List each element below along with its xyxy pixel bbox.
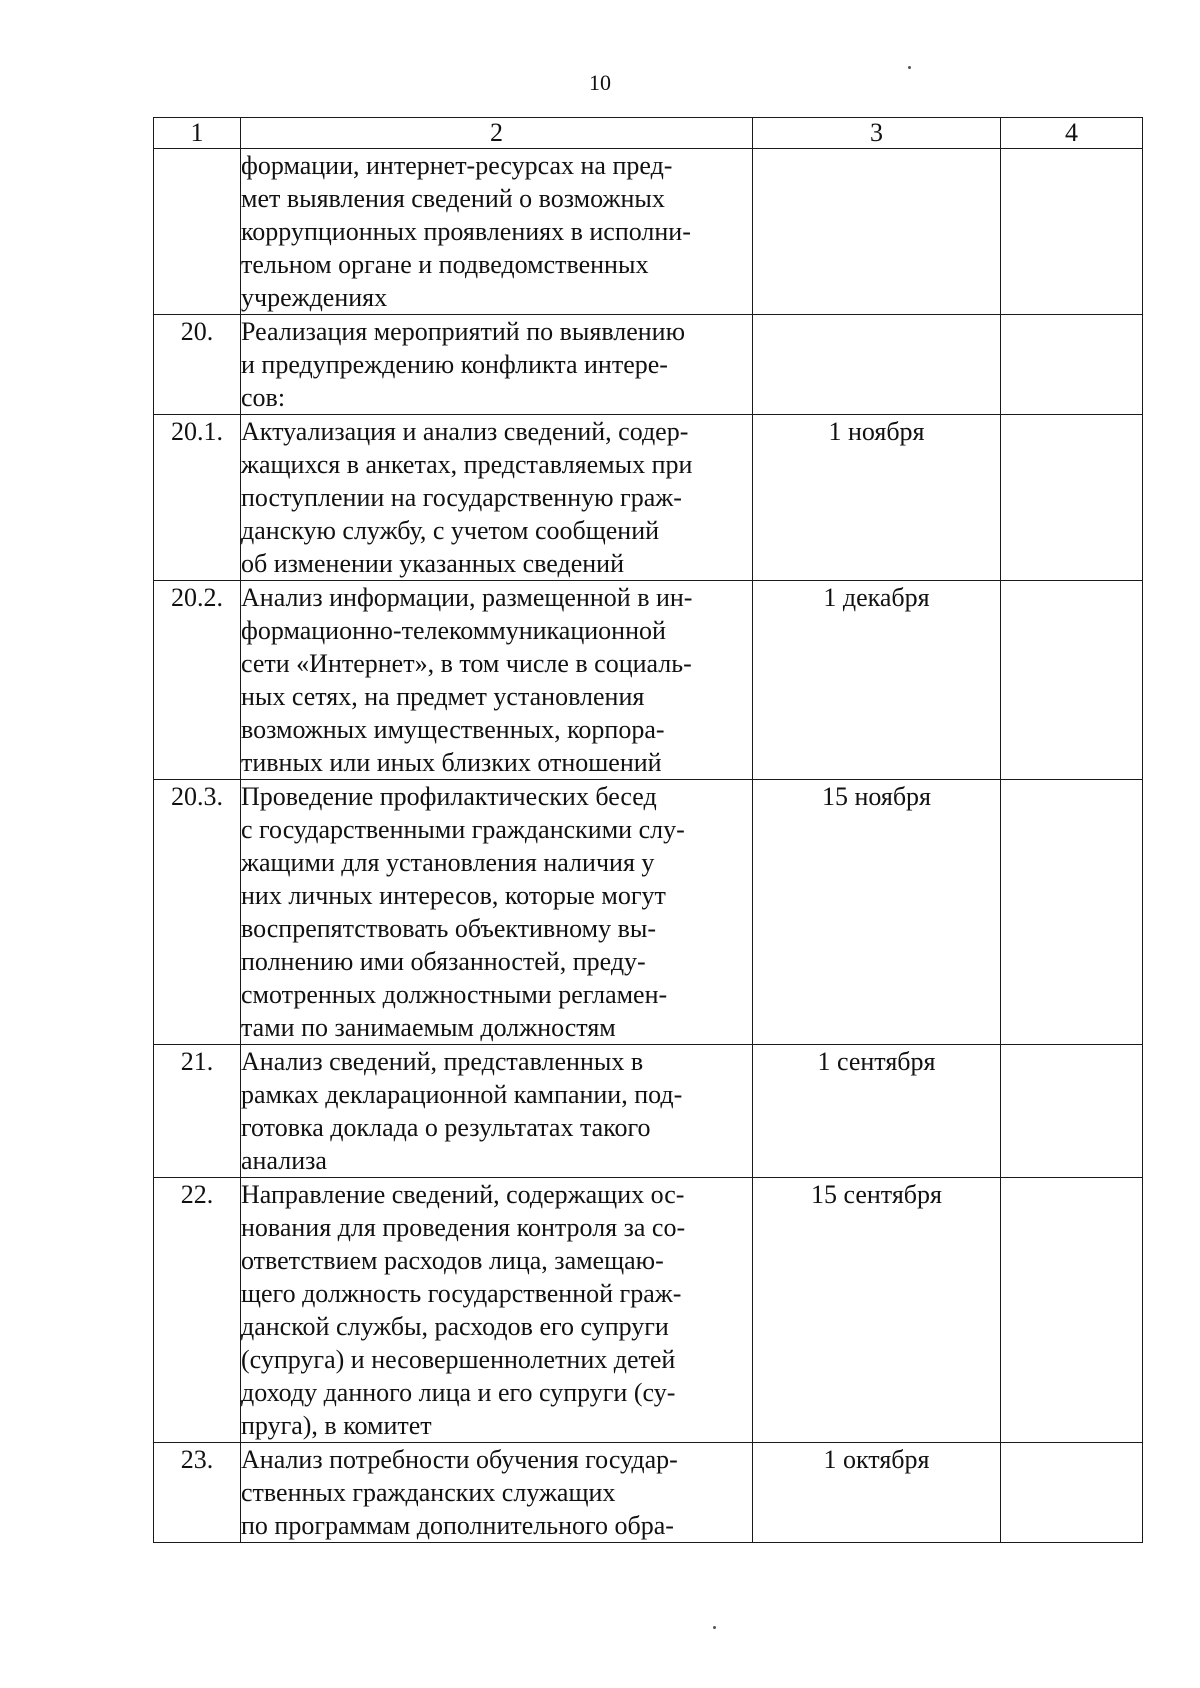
row-description [241, 315, 753, 415]
description-line: воспрепятствовать объективному вы- [241, 914, 656, 943]
description-line: ных сетях, на предмет установления [241, 682, 645, 711]
row-number: 21. [154, 1045, 241, 1178]
plan-table [153, 117, 1143, 1543]
row-note [1001, 1178, 1143, 1443]
description-line: жащихся в анкетах, представляемых при [241, 450, 693, 479]
row-deadline: 15 сентября [753, 1178, 1001, 1443]
row-deadline [753, 149, 1001, 315]
header-row [154, 118, 1143, 149]
description-line: смотренных должностными регламен- [241, 980, 668, 1009]
table-row [154, 315, 1143, 415]
row-number: 20. [154, 315, 241, 415]
row-number: 20.3. [154, 780, 241, 1045]
table-row [154, 780, 1143, 1045]
row-number: 20.1. [154, 415, 241, 581]
row-deadline: 1 ноября [753, 415, 1001, 581]
row-deadline: 1 октября [753, 1443, 1001, 1543]
description-line: ственных гражданских служащих [241, 1478, 616, 1507]
description-line: тельном органе и подведомственных [241, 250, 649, 279]
table-row [154, 415, 1143, 581]
description-line: формации, интернет-ресурсах на пред- [241, 151, 673, 180]
description-line: мет выявления сведений о возможных [241, 184, 665, 213]
row-note [1001, 415, 1143, 581]
description-line: полнению ими обязанностей, преду- [241, 947, 646, 976]
scan-speck [908, 66, 911, 69]
description-line: Анализ потребности обучения государ- [241, 1445, 678, 1474]
row-number [154, 149, 241, 315]
description-line: по программам дополнительного обра- [241, 1511, 674, 1540]
description-line: сети «Интернет», в том числе в социаль- [241, 649, 692, 678]
page-number: 10 [589, 70, 611, 95]
table-row [154, 1443, 1143, 1543]
description-line: формационно-телекоммуникационной [241, 616, 666, 645]
description-line: с государственными гражданскими слу- [241, 815, 685, 844]
row-description [241, 1045, 753, 1178]
description-line: коррупционных проявлениях в исполни- [241, 217, 691, 246]
row-description [241, 1178, 753, 1443]
plan-table-body [154, 149, 1143, 1543]
description-line: учреждениях [241, 283, 388, 312]
row-description [241, 415, 753, 581]
header-col-1: 1 [154, 118, 241, 149]
description-line: тами по занимаемым должностям [241, 1013, 616, 1042]
row-description [241, 780, 753, 1045]
header-col-4: 4 [1001, 118, 1143, 149]
description-line: об изменении указанных сведений [241, 549, 624, 578]
description-line: сов: [241, 383, 286, 412]
description-line: пруга), в комитет [241, 1411, 432, 1440]
table-row [154, 149, 1143, 315]
description-line: поступлении на государственную граж- [241, 483, 682, 512]
row-deadline: 15 ноября [753, 780, 1001, 1045]
description-line: Анализ сведений, представленных в [241, 1047, 644, 1076]
description-line: данскую службу, с учетом сообщений [241, 516, 660, 545]
description-line: нования для проведения контроля за со- [241, 1213, 686, 1242]
description-line: них личных интересов, которые могут [241, 881, 666, 910]
row-deadline [753, 315, 1001, 415]
row-description [241, 149, 753, 315]
description-line: Анализ информации, размещенной в ин- [241, 583, 693, 612]
scan-speck [713, 1626, 716, 1629]
header-col-2: 2 [241, 118, 753, 149]
description-line: тивных или иных близких отношений [241, 748, 662, 777]
description-line: Актуализация и анализ сведений, содер- [241, 417, 689, 446]
row-number: 20.2. [154, 581, 241, 780]
description-line: Проведение профилактических бесед [241, 782, 657, 811]
row-description [241, 1443, 753, 1543]
description-line: щего должность государственной граж- [241, 1279, 682, 1308]
row-deadline: 1 декабря [753, 581, 1001, 780]
description-line: ответствием расходов лица, замещаю- [241, 1246, 664, 1275]
row-note [1001, 1443, 1143, 1543]
row-note [1001, 581, 1143, 780]
description-line: Направление сведений, содержащих ос- [241, 1180, 685, 1209]
description-line: готовка доклада о результатах такого [241, 1113, 651, 1142]
description-line: возможных имущественных, корпора- [241, 715, 665, 744]
row-note [1001, 315, 1143, 415]
row-number: 23. [154, 1443, 241, 1543]
description-line: Реализация мероприятий по выявлению [241, 317, 686, 346]
description-line: (супруга) и несовершеннолетних детей [241, 1345, 676, 1374]
table-row [154, 581, 1143, 780]
table-row [154, 1045, 1143, 1178]
row-note [1001, 1045, 1143, 1178]
description-line: рамках декларационной кампании, под- [241, 1080, 683, 1109]
row-description [241, 581, 753, 780]
description-line: доходу данного лица и его супруги (су- [241, 1378, 676, 1407]
description-line: и предупреждению конфликта интере- [241, 350, 668, 379]
row-number: 22. [154, 1178, 241, 1443]
description-line: жащими для установления наличия у [241, 848, 655, 877]
row-deadline: 1 сентября [753, 1045, 1001, 1178]
table-row [154, 1178, 1143, 1443]
header-col-3: 3 [753, 118, 1001, 149]
description-line: данской службы, расходов его супруги [241, 1312, 669, 1341]
row-note [1001, 149, 1143, 315]
row-note [1001, 780, 1143, 1045]
description-line: анализа [241, 1146, 327, 1175]
